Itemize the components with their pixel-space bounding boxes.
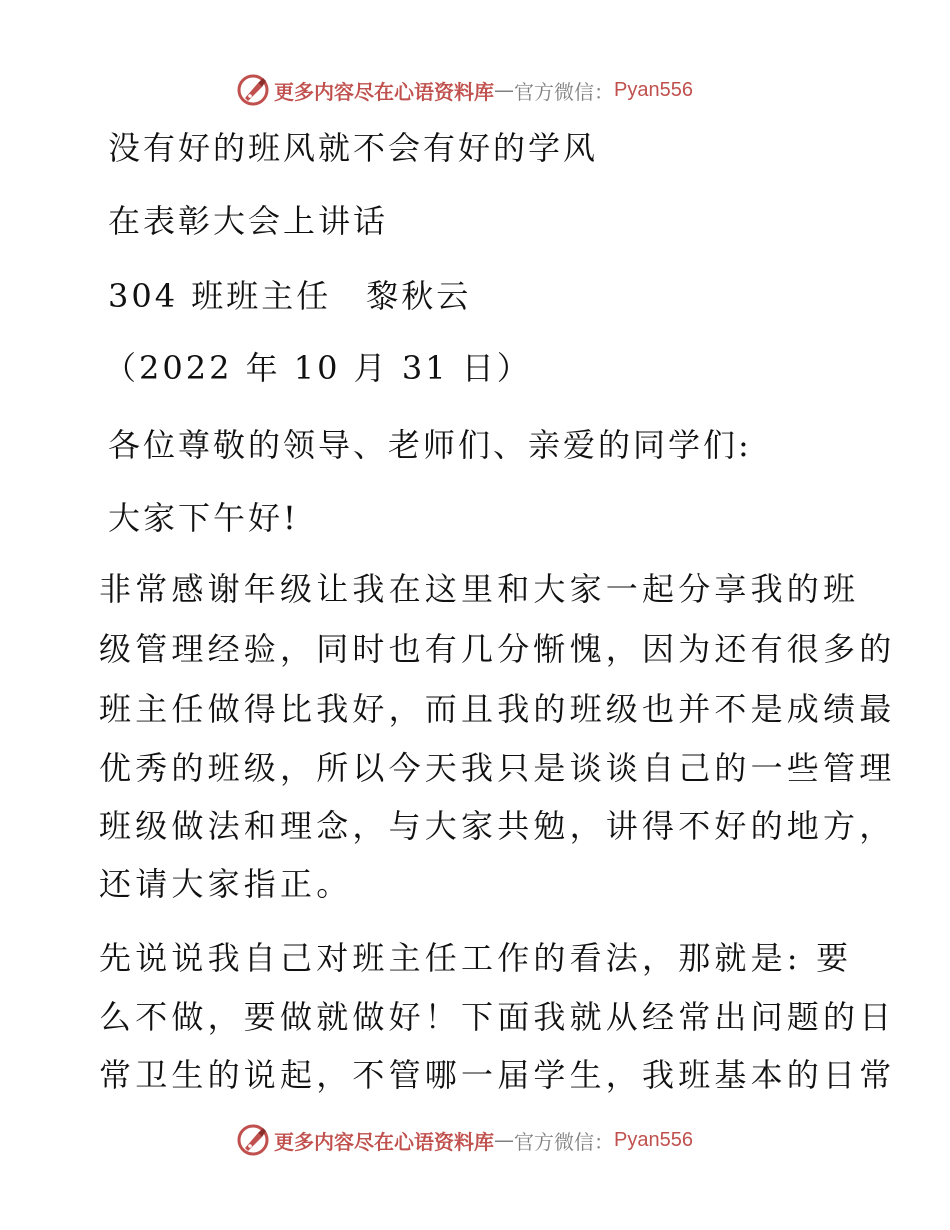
pen-nib-logo-icon: [236, 1123, 270, 1157]
watermark-wechat-label: 官方微信：: [514, 79, 614, 104]
paragraph-line: 班主任做得比我好，而且我的班级也并不是成绩最: [99, 690, 896, 728]
paragraph-line: 非常感谢年级让我在这里和大家一起分享我的班: [99, 570, 860, 608]
author-line: 304 班班主任 黎秋云: [108, 277, 472, 315]
greeting: 大家下午好!: [108, 499, 299, 537]
paragraph-line: 级管理经验，同时也有几分惭愧，因为还有很多的: [99, 630, 896, 668]
date-line: （2022 年 10 月 31 日）: [104, 349, 532, 387]
paragraph-line: 么不做，要做就做好！下面我就从经常出问题的日: [99, 998, 896, 1036]
paragraph-line: 常卫生的说起，不管哪一届学生，我班基本的日常: [99, 1056, 896, 1094]
paragraph-line: 班级做法和理念，与大家共勉，讲得不好的地方，: [99, 807, 896, 845]
watermark-wechat-id: Pyan556: [614, 78, 693, 101]
watermark-wechat-label: 官方微信：: [514, 1129, 614, 1154]
watermark-separator: —: [494, 1128, 514, 1152]
watermark-brand-text: 更多内容尽在心语资料库: [274, 1129, 494, 1154]
pen-nib-logo-icon: [236, 73, 270, 107]
paragraph-line: 还请大家指正。: [99, 865, 353, 903]
watermark-separator: —: [494, 78, 514, 102]
paragraph-line: 优秀的班级，所以今天我只是谈谈自己的一些管理: [99, 749, 896, 787]
document-title: 没有好的班风就不会有好的学风: [108, 129, 599, 167]
document-subtitle: 在表彰大会上讲话: [108, 202, 389, 240]
header-watermark: [236, 72, 693, 108]
footer-watermark: [236, 1122, 693, 1158]
watermark-brand-text: 更多内容尽在心语资料库: [274, 79, 494, 104]
salutation: 各位尊敬的领导、老师们、亲爱的同学们:: [108, 426, 752, 464]
watermark-wechat-id: Pyan556: [614, 1128, 693, 1151]
paragraph-line: 先说说我自己对班主任工作的看法，那就是: 要: [99, 939, 853, 977]
